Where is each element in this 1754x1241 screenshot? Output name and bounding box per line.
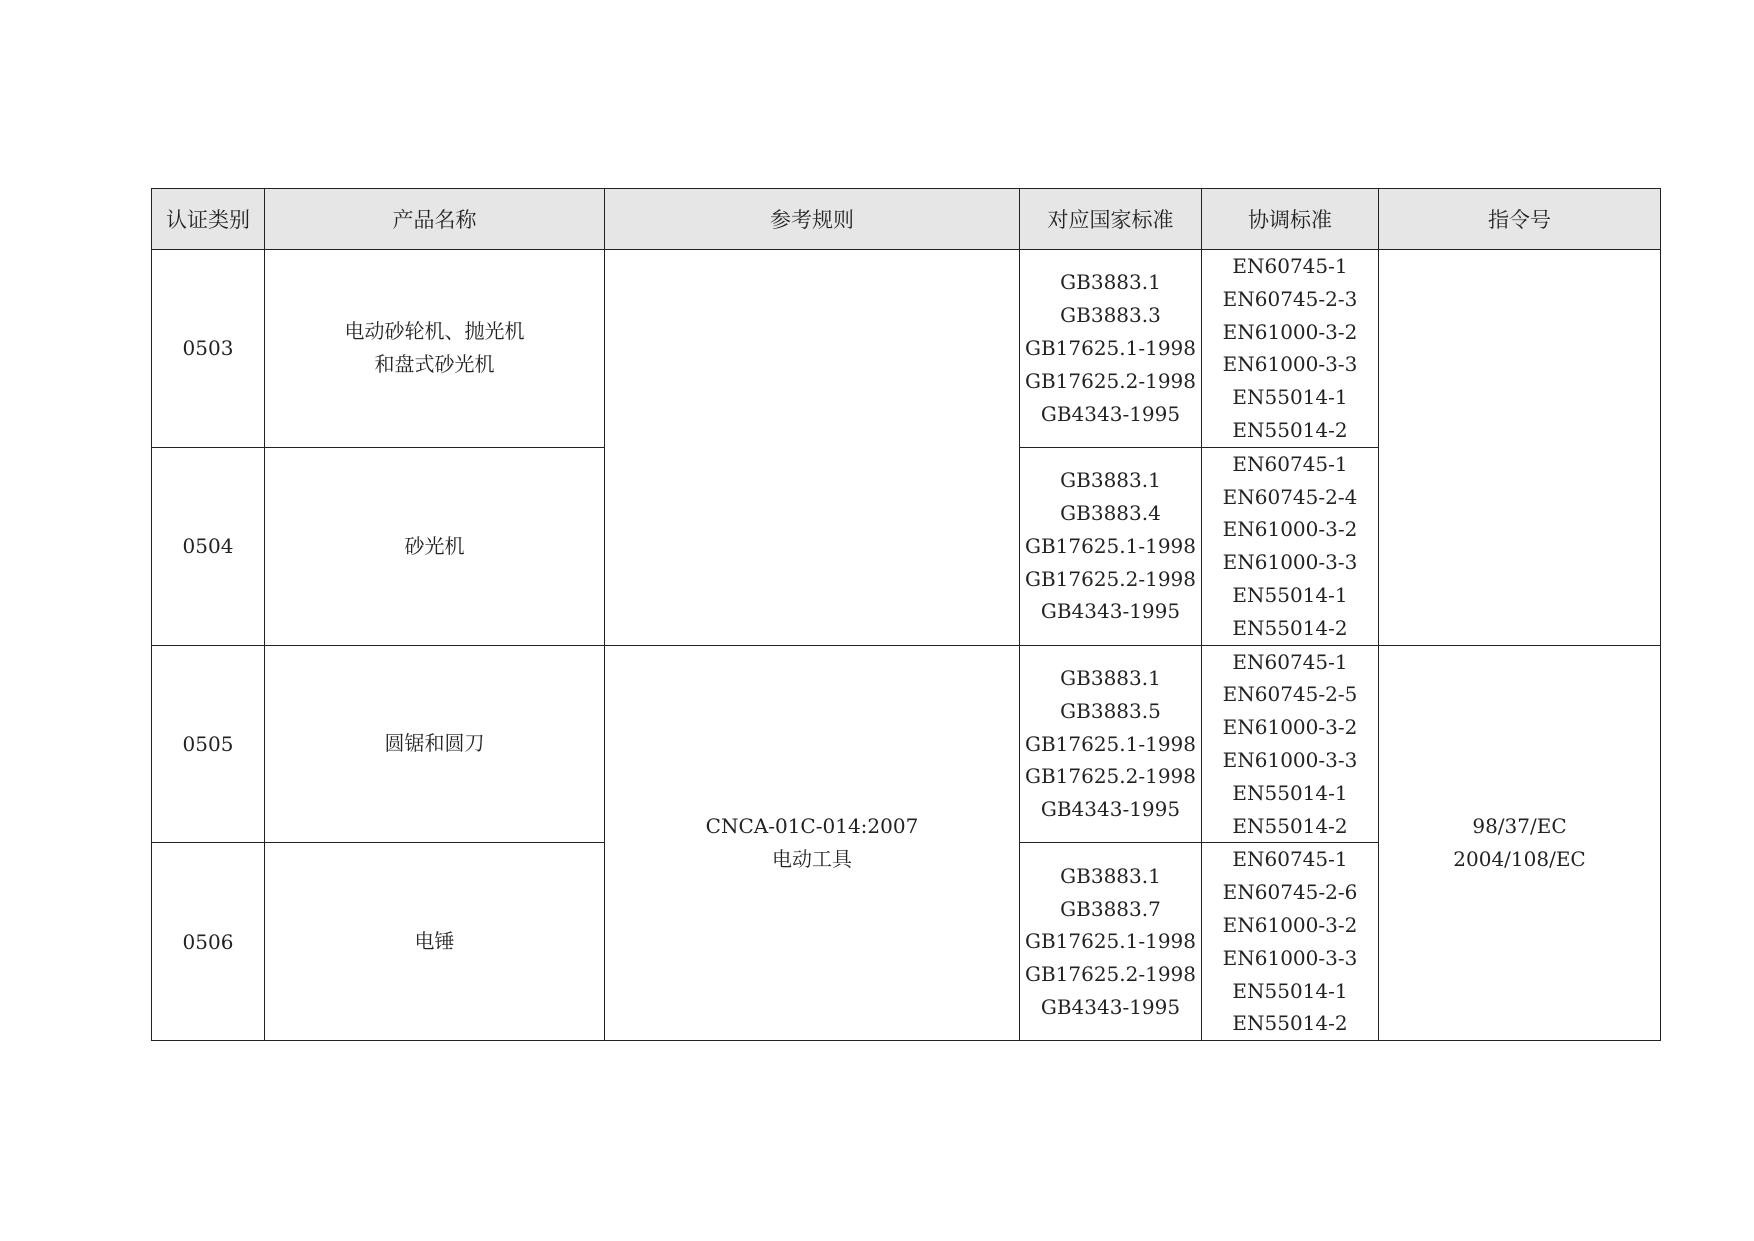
directive-cell [1379, 645, 1661, 1041]
header-reference-rules: 参考规则 [605, 189, 1020, 250]
harmonized-standard-item: EN61000-3-2 [1222, 517, 1358, 542]
national-standard-item: GB3883.1 [1060, 665, 1161, 690]
national-standard-item: GB3883.1 [1060, 270, 1161, 295]
national-standard-item: GB4343-1995 [1040, 797, 1181, 822]
product-name-line: 砂光机 [404, 533, 465, 558]
harmonized-standard-item: EN55014-1 [1232, 582, 1348, 607]
national-standard-cell [1020, 645, 1202, 843]
harmonized-standard-item: EN60745-2-6 [1222, 880, 1358, 905]
harmonized-standard-item: EN55014-1 [1232, 978, 1348, 1003]
harmonized-standard-item: EN60745-2-4 [1222, 484, 1358, 509]
harmonized-standard-cell [1202, 250, 1379, 448]
harmonized-standard-item: EN55014-1 [1232, 385, 1348, 410]
national-standard-item: GB3883.3 [1060, 303, 1161, 328]
header-product-name: 产品名称 [265, 189, 605, 250]
national-standard-item: GB17625.1-1998 [1024, 929, 1197, 954]
national-standard-item: GB17625.1-1998 [1024, 335, 1197, 360]
directive-item: 98/37/EC [1472, 813, 1567, 838]
harmonized-standard-item: EN60745-1 [1232, 649, 1348, 674]
table-row [152, 645, 1661, 843]
national-standard-item: GB4343-1995 [1040, 994, 1181, 1019]
directive-item: 2004/108/EC [1453, 846, 1586, 871]
harmonized-standard-cell [1202, 447, 1379, 645]
category-cell: 0506 [152, 843, 265, 1041]
harmonized-standard-item: EN61000-3-2 [1222, 912, 1358, 937]
table-row [152, 250, 1661, 448]
table-header-row [152, 189, 1661, 250]
harmonized-standard-item: EN60745-1 [1232, 451, 1348, 476]
national-standard-item: GB4343-1995 [1040, 599, 1181, 624]
product-name-cell [265, 250, 605, 448]
national-standard-item: GB17625.2-1998 [1024, 962, 1197, 987]
harmonized-standard-item: EN61000-3-2 [1222, 319, 1358, 344]
reference-rule-title: 电动工具 [772, 846, 852, 871]
harmonized-standard-item: EN61000-3-3 [1222, 945, 1358, 970]
certification-table [151, 188, 1661, 1041]
category-cell: 0505 [152, 645, 265, 843]
harmonized-standard-item: EN61000-3-3 [1222, 550, 1358, 575]
national-standard-cell [1020, 250, 1202, 448]
national-standard-item: GB3883.4 [1060, 500, 1161, 525]
national-standard-item: GB17625.1-1998 [1024, 731, 1197, 756]
harmonized-standard-item: EN61000-3-3 [1222, 352, 1358, 377]
national-standard-item: GB17625.2-1998 [1024, 368, 1197, 393]
national-standard-item: GB17625.2-1998 [1024, 764, 1197, 789]
product-name-line: 和盘式砂光机 [374, 352, 495, 377]
category-cell: 0503 [152, 250, 265, 448]
harmonized-standard-item: EN60745-2-5 [1222, 682, 1358, 707]
header-national-standard: 对应国家标准 [1020, 189, 1202, 250]
directive-cell-top [1379, 250, 1661, 646]
product-name-line: 圆锯和圆刀 [384, 731, 485, 756]
national-standard-item: GB17625.2-1998 [1024, 566, 1197, 591]
harmonized-standard-cell [1202, 645, 1379, 843]
national-standard-cell [1020, 447, 1202, 645]
national-standard-item: GB3883.1 [1060, 863, 1161, 888]
harmonized-standard-item: EN60745-1 [1232, 254, 1348, 278]
harmonized-standard-item: EN61000-3-2 [1222, 715, 1358, 740]
national-standard-cell [1020, 843, 1202, 1041]
harmonized-standard-item: EN55014-2 [1232, 417, 1348, 442]
harmonized-standard-item: EN55014-2 [1232, 813, 1348, 838]
header-category: 认证类别 [152, 189, 265, 250]
reference-rule-code: CNCA-01C-014:2007 [705, 813, 919, 838]
harmonized-standard-item: EN60745-2-3 [1222, 286, 1358, 311]
national-standard-item: GB17625.1-1998 [1024, 533, 1197, 558]
harmonized-standard-item: EN55014-1 [1232, 780, 1348, 805]
national-standard-item: GB4343-1995 [1040, 401, 1181, 426]
harmonized-standard-item: EN60745-1 [1232, 847, 1348, 872]
category-cell: 0504 [152, 447, 265, 645]
national-standard-item: GB3883.7 [1060, 896, 1161, 921]
national-standard-item: GB3883.1 [1060, 468, 1161, 493]
product-name-cell [265, 645, 605, 843]
harmonized-standard-item: EN55014-2 [1232, 1011, 1348, 1036]
reference-rules-cell [605, 645, 1020, 1041]
header-harmonized-standard: 协调标准 [1202, 189, 1379, 250]
header-directive: 指令号 [1379, 189, 1661, 250]
product-name-cell [265, 843, 605, 1041]
national-standard-item: GB3883.5 [1060, 698, 1161, 723]
harmonized-standard-item: EN55014-2 [1232, 615, 1348, 640]
harmonized-standard-cell [1202, 843, 1379, 1041]
reference-rules-cell-top [605, 250, 1020, 646]
product-name-cell [265, 447, 605, 645]
harmonized-standard-item: EN61000-3-3 [1222, 747, 1358, 772]
product-name-line: 电锤 [414, 929, 455, 954]
product-name-line: 电动砂轮机、抛光机 [344, 319, 525, 344]
